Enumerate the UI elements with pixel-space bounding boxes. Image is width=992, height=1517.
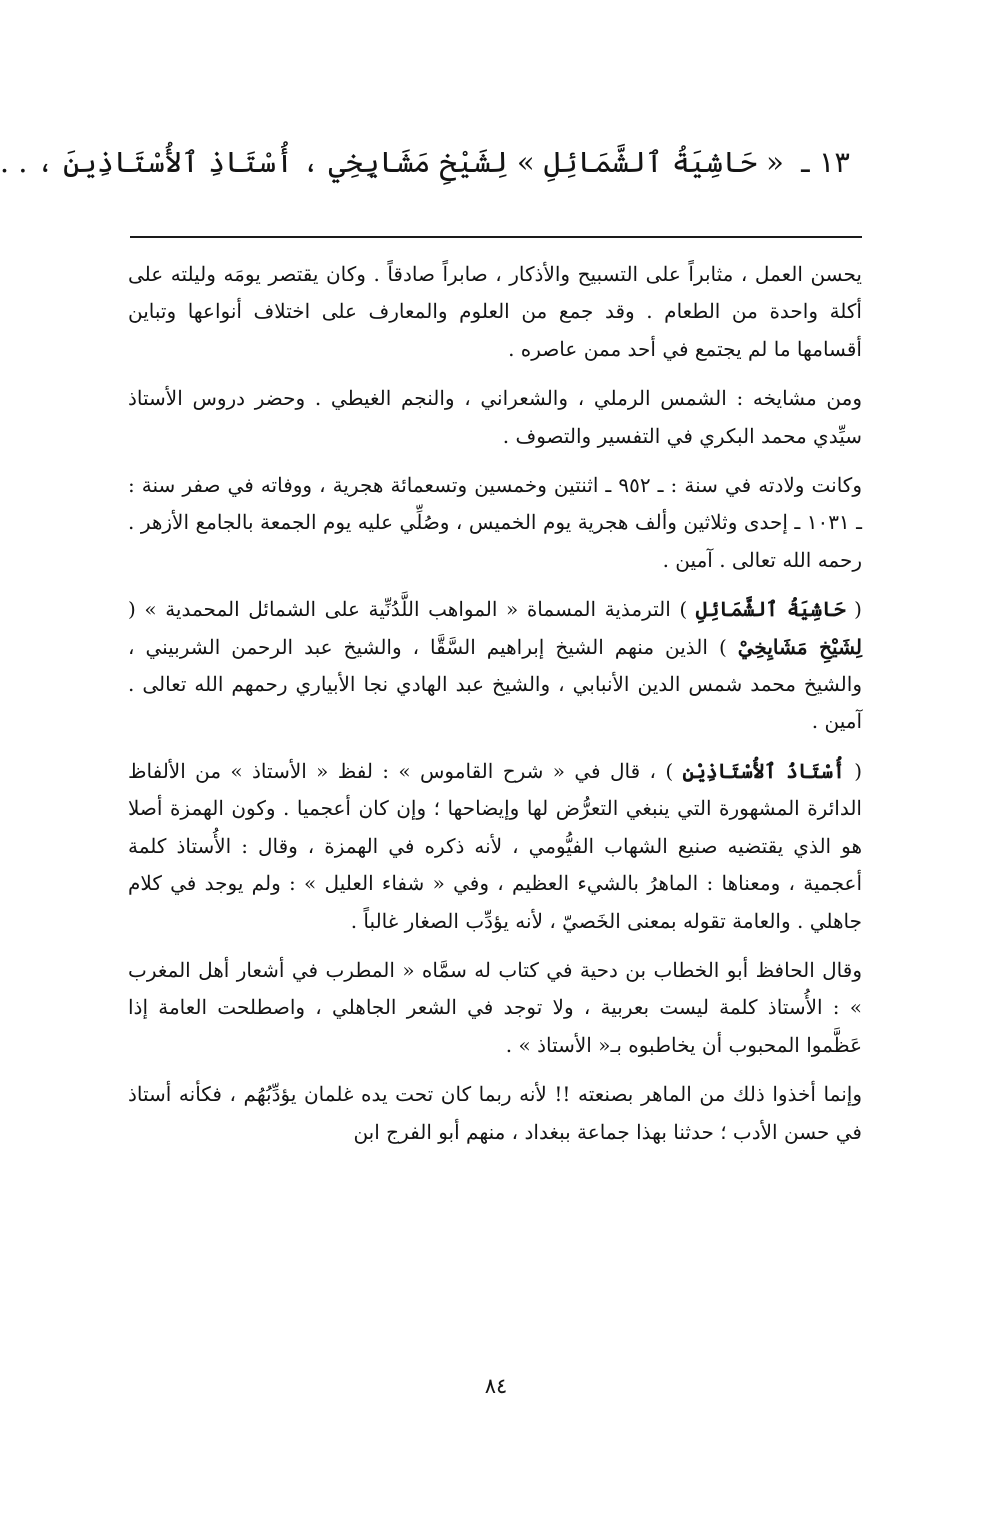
keyword-hashiyat-al-shamail: حَاشِيَةُ ٱلشَّمَائِلِ bbox=[695, 597, 846, 622]
open-paren: ( bbox=[854, 758, 863, 783]
paragraph-4-text-2: ) الذين منهم الشيخ إبراهيم السَّقَّا ، والشيخ عبد الرحمن الشربيني ، والشيخ محمد شمس الدين الأنبابي ، والشيخ عبد الهادي نجا الأبياري رحمهم الله تعالى . آمين . bbox=[128, 634, 862, 734]
header-divider bbox=[130, 236, 862, 238]
paragraph-2: ومن مشايخه : الشمس الرملي ، والشعراني ، والنجم الغيطي . وحضر دروس الأستاذ سيِّدي محمد البكري في التفسير والتصوف . bbox=[128, 386, 862, 448]
paragraph-7: وإنما أخذوا ذلك من الماهر بصنعته !! لأنه ربما كان تحت يده غلمان يؤدِّبُهُم ، فكأنه أستاذ في حسن الأدب ؛ حدثنا بهذا جماعة ببغداد ، منهم أبو الفرج ابن bbox=[128, 1082, 862, 1144]
section-header bbox=[0, 140, 850, 184]
paragraph-3: وكانت ولادته في سنة : ـ ٩٥٢ ـ اثنتين وخمسين وتسعمائة هجرية ، ووفاته في صفر سنة : ـ ١٠٣١ ـ إحدى وثلاثين وألف هجرية يوم الخميس ، وصُلِّي عليه يوم الجمعة بالجامع الأزهر . رحمه الله تعالى . آمين . bbox=[128, 473, 862, 572]
section-title: « حَاشِيَةُ ٱلشَّمَائِلِ » لِشَيْخِ مَشَايِخِي ، أُسْتَاذِ ٱلأُسْتَاذِينَ ، . . bbox=[0, 145, 784, 179]
keyword-ustadh-al-ustadhin: أُسْتَاذُ ٱلأُسْتَاذِيْنِ bbox=[682, 758, 845, 783]
section-number: ١٣ ـ bbox=[801, 145, 850, 179]
paragraph-4 bbox=[128, 591, 862, 741]
keyword-li-shaykh-mashayikhi: لِشَيْخِ مَشَايِخِيْ bbox=[737, 634, 863, 659]
paragraph-6: وقال الحافظ أبو الخطاب بن دحية في كتاب له سمَّاه « المطرب في أشعار أهل المغرب » : الأُستاذ كلمة ليست بعربية ، ولا توجد في الشعر الجاهلي ، واصطلحت العامة إذا عَظَّموا المحبوب أن يخاطبوه بـ« الأستاذ » . bbox=[128, 957, 862, 1057]
paragraph-5 bbox=[128, 753, 862, 940]
paragraph-5-text: ) ، قال في « شرح القاموس » : لفظ « الأستاذ » من الألفاظ الدائرة المشهورة التي ينبغي التعرُّض لها وإيضاحها ؛ وإن كان أعجميا . وكون الهمزة أصلا هو الذي يقتضيه صنيع الشهاب الفيُّومي ، لأنه ذكره في الهمزة ، وقال : الأُستاذ كلمة أعجمية ، ومعناها : الماهرُ بالشيء العظيم ، وفي « شفاء العليل » : ولم يوجد في كلام جاهلي . والعامة تقوله بمعنى الخَصيّ ، لأنه يؤدِّب الصغار غالباً . bbox=[128, 758, 862, 933]
paragraph-1: يحسن العمل ، مثابراً على التسبيح والأذكار ، صابراً صادقاً . وكان يقتصر يومَه وليلته على أكلة واحدة من الطعام . وقد جمع من العلوم والمعارف على اختلاف أنواعها وتباين أقسامها ما لم يجتمع في أحد ممن عاصره . bbox=[128, 262, 862, 361]
body-text bbox=[128, 256, 862, 1163]
open-paren: ( bbox=[854, 597, 862, 622]
page-number: ٨٤ bbox=[484, 1374, 508, 1398]
paragraph-4-text-1: ) الترمذية المسماة « المواهب اللَّدُنِّية على الشمائل المحمدية » ( bbox=[128, 597, 688, 622]
